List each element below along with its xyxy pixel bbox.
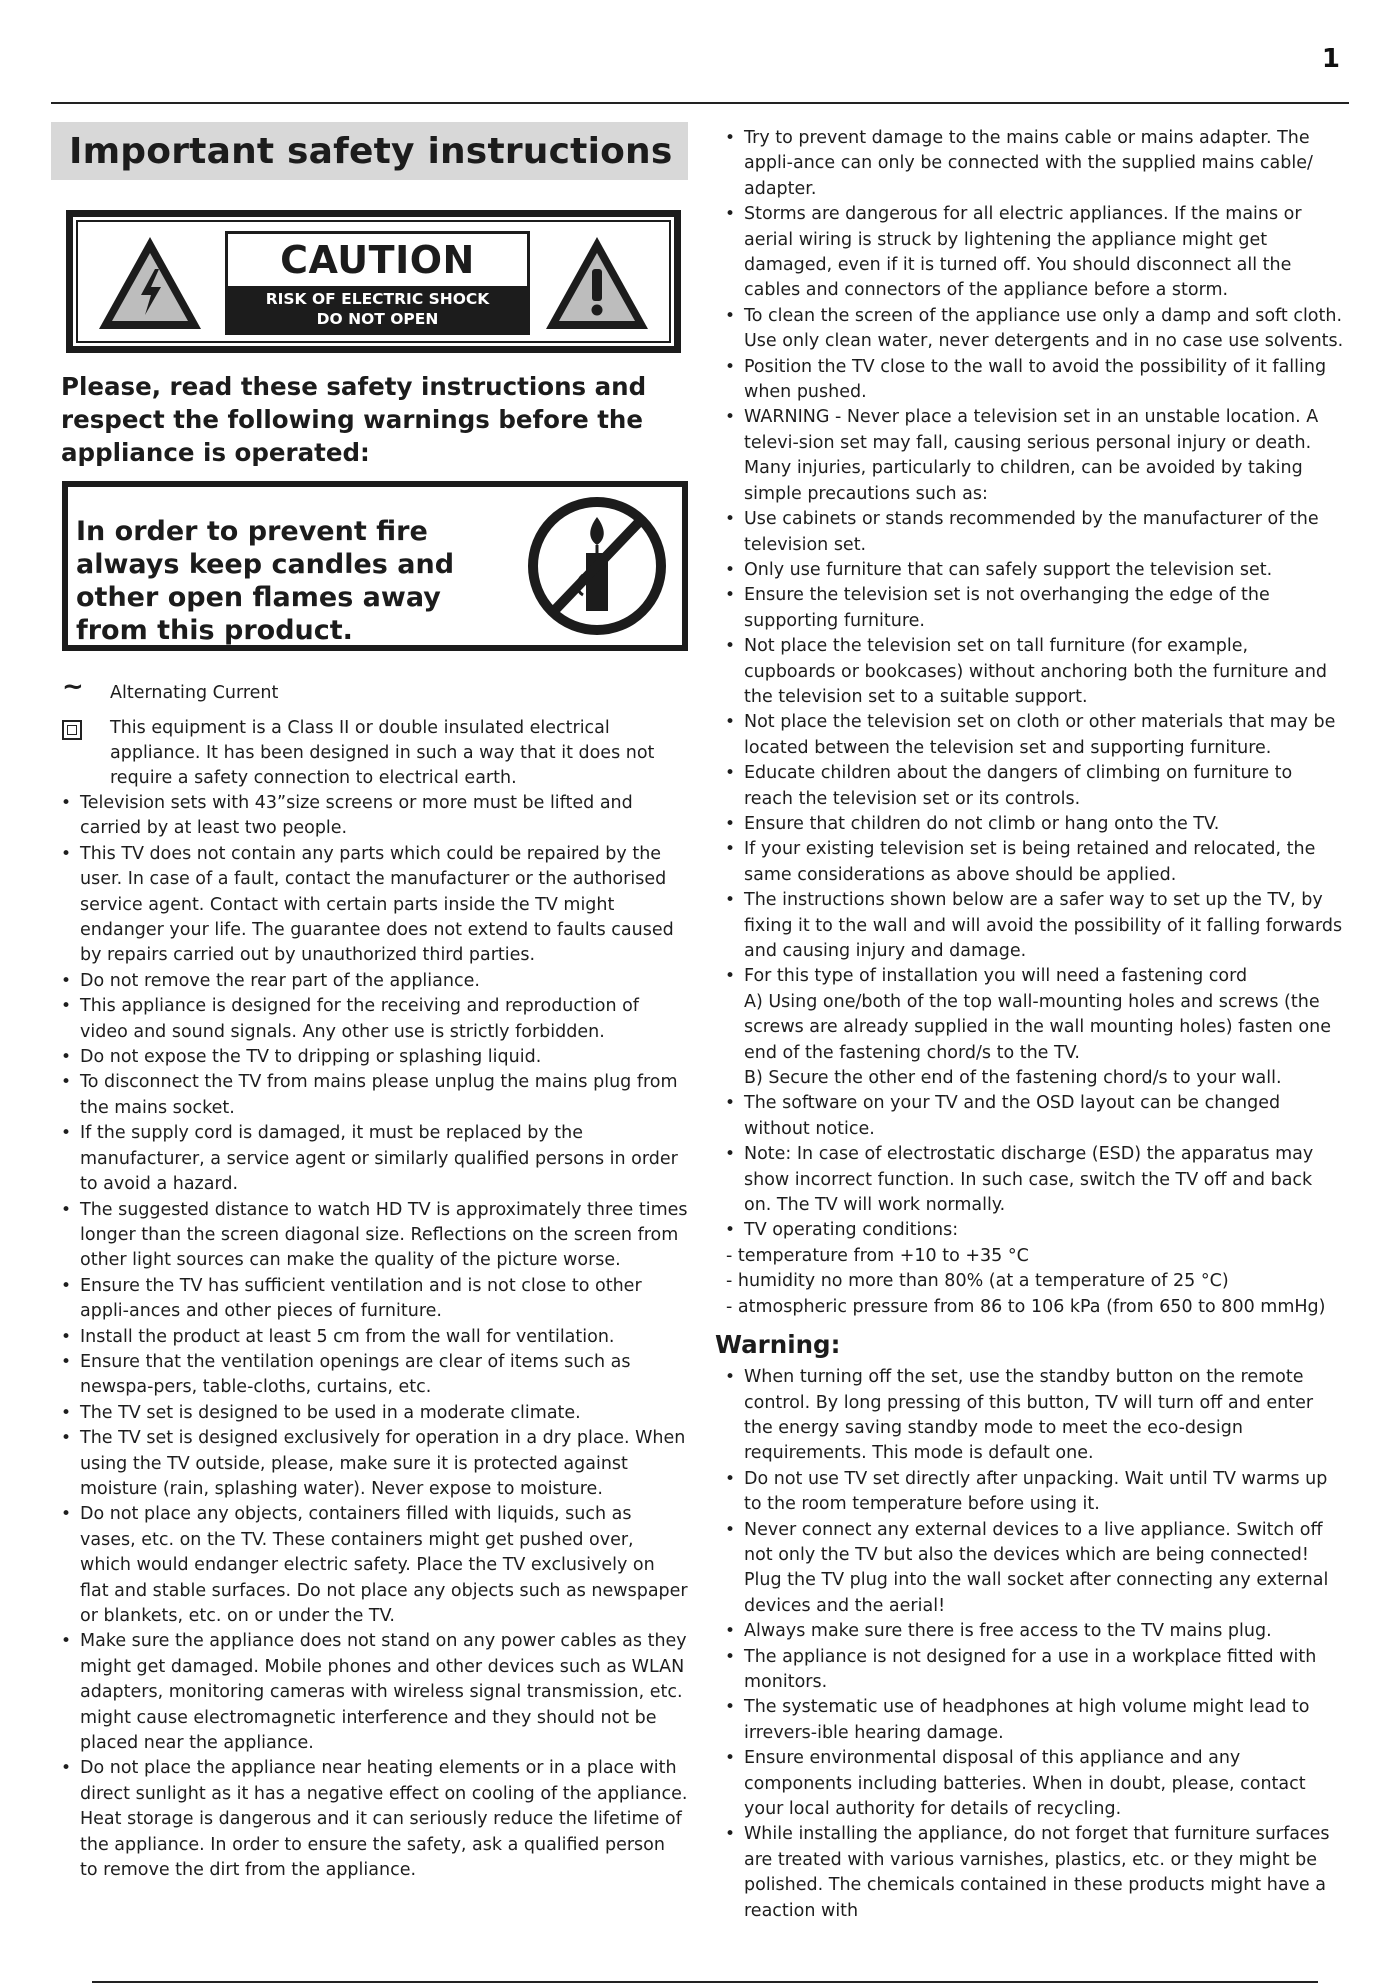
top-rule [51,102,1349,104]
right-safety-list [715,126,1345,1320]
caution-panel [225,231,530,335]
fastening-intro: • For this type of installation you will need a fastening cord [744,966,1248,987]
list-item: • Ensure environmental disposal of this appliance and any components including batteries. When in doubt, please, contact your local authority for details of recycling. [715,1746,1345,1822]
read-instructions-heading: Please, read these safety instructions and respect the following warnings before the appliance is operated: [61,372,647,467]
list-item: • Try to prevent damage to the mains cable or mains adapter. The appli-ance can only be connected with the supplied mains cable/ adapter. [715,126,1345,202]
page-title: Important safety instructions [51,122,688,180]
operating-humidity: - humidity no more than 80% (at a temperature of 25 °C) [726,1271,1229,1292]
no-open-flame-icon [526,495,668,637]
class2-symbol-row [51,716,688,791]
fire-warning-text: In order to prevent fire always keep candles and other open flames away from this product. [76,516,455,646]
caution-subtext [228,286,527,332]
fastening-step-b: B) Secure the other end of the fastening chord/s to your wall. [744,1068,1282,1089]
class2-description: This equipment is a Class II or double insulated electrical appliance. It has been designed in such a way that it does not require a safety connection to electrical earth. [110,718,655,788]
alternating-current-icon: ~ [62,672,84,702]
caution-label [66,210,681,353]
warning-heading: Warning: [715,1330,841,1360]
list-item: • Always make sure there is free access to the TV mains plug. [715,1619,1345,1644]
list-item: • The systematic use of headphones at high volume might lead to irrevers-ible hearing damage. [715,1695,1345,1746]
caution-word: CAUTION [280,238,475,282]
list-item: • Ensure that the ventilation openings are clear of items such as newspa-pers, table-cloths, curtains, etc. [51,1350,688,1401]
ac-description: Alternating Current [110,683,279,703]
bottom-rule [92,1981,1318,1983]
list-item: • The appliance is not designed for a use in a workplace fitted with monitors. [715,1645,1345,1696]
list-item: • The suggested distance to watch HD TV is approximately three times longer than the screen diagonal size. Reflections on the screen from other light sources can make the quality of the picture worse. [51,1198,688,1274]
list-item: • Television sets with 43”size screens or more must be lifted and carried by at least two people. [51,791,688,842]
list-item: • Ensure the TV has sufficient ventilation and is not close to other appli-ances and other pieces of furniture. [51,1274,688,1325]
list-item: • If your existing television set is being retained and relocated, the same considerations as above should be applied. [715,837,1345,888]
list-item: • To clean the screen of the appliance use only a damp and soft cloth. Use only clean water, never detergents and in no case use solvents. [715,304,1345,355]
list-item: • Only use furniture that can safely support the television set. [715,558,1345,583]
list-item: • Do not use TV set directly after unpacking. Wait until TV warms up to the room temperature before using it. [715,1467,1345,1518]
list-item: • This appliance is designed for the receiving and reproduction of video and sound signals. Any other use is strictly forbidden. [51,994,688,1045]
list-item: • To disconnect the TV from mains please unplug the mains plug from the mains socket. [51,1070,688,1121]
list-item: • Never connect any external devices to a live appliance. Switch off not only the TV but also the devices which are being connected! Plug the TV plug into the wall socket after connecting any external devices and the aerial! [715,1518,1345,1620]
list-item: • Install the product at least 5 cm from the wall for ventilation. [51,1325,688,1350]
list-item: • The TV set is designed exclusively for operation in a dry place. When using the TV outside, please, make sure it is protected against moisture (rain, splashing water). Never expose to moisture. [51,1426,688,1502]
operating-pressure: - atmospheric pressure from 86 to 106 kPa (from 650 to 800 mmHg) [726,1296,1326,1317]
operating-temperature: - temperature from +10 to +35 °C [726,1245,1029,1266]
list-item: • Note: In case of electrostatic discharge (ESD) the apparatus may show incorrect function. In such case, switch the TV off and back on. The TV will work normally. [715,1142,1345,1218]
operating-intro: • TV operating conditions: [744,1220,959,1241]
list-item: • The instructions shown below are a safer way to set up the TV, by fixing it to the wall and will avoid the possibility of it falling forwards and causing injury and damage. [715,888,1345,964]
list-item: • The software on your TV and the OSD layout can be changed without notice. [715,1091,1345,1142]
list-item: • Make sure the appliance does not stand on any power cables as they might get damaged. Mobile phones and other devices such as WLAN adapters, monitoring cameras with wireless signal transmission, etc. might cause electromagnetic interference and they should not be placed near the appliance. [51,1629,688,1756]
fastening-list-item [715,964,1345,1091]
electric-shock-warning-icon [95,233,205,333]
list-item: • WARNING - Never place a television set in an unstable location. A televi-sion set may fall, causing serious personal injury or death. Many injuries, particularly to children, can be avoided by taking simple precautions such as: [715,405,1345,507]
list-item: • When turning off the set, use the standby button on the remote control. By long pressing of this button, TV will turn off and enter the energy saving standby mode to meet the eco-design requirements. This mode is default one. [715,1365,1345,1467]
list-item: • While installing the appliance, do not forget that furniture surfaces are treated with various varnishes, plastics, etc. or they might be polished. The chemicals contained in these products might have a reaction with [715,1822,1345,1924]
list-item: • This TV does not contain any parts which could be repaired by the user. In case of a fault, contact the manufacturer or the authorised service agent. Contact with certain parts inside the TV might endanger your life. The guarantee does not extend to faults caused by repairs carried out by unauthorized third parties. [51,842,688,969]
left-safety-list [51,791,688,1883]
list-item: • Ensure the television set is not overhanging the edge of the supporting furniture. [715,583,1345,634]
ac-symbol-row [51,672,688,706]
operating-conditions-item [715,1218,1345,1320]
fire-warning-box [62,481,688,651]
fastening-step-a: A) Using one/both of the top wall-mounting holes and screws (the screws are already supplied in the wall mounting holes) fasten one end of the fastening chord/s to the TV. [744,991,1332,1063]
list-item: • Do not place any objects, containers filled with liquids, such as vases, etc. on the TV. These containers might get pushed over, which would endanger electric safety. Place the TV exclusively on flat and stable surfaces. Do not place any objects such as newspaper or blankets, etc. on or under the TV. [51,1502,688,1629]
list-item: • Do not expose the TV to dripping or splashing liquid. [51,1045,688,1070]
list-item: • Do not place the appliance near heating elements or in a place with direct sunlight as it has a negative effect on cooling of the appliance. Heat storage is dangerous and it can seriously reduce the lifetime of the appliance. In order to ensure the safety, ask a qualified person to remove the dirt from the appliance. [51,1756,688,1883]
list-item: • Educate children about the dangers of climbing on furniture to reach the television set or its controls. [715,761,1345,812]
list-item: • Not place the television set on tall furniture (for example, cupboards or bookcases) without anchoring both the furniture and the television set to a suitable support. [715,634,1345,710]
list-item: • The TV set is designed to be used in a moderate climate. [51,1401,688,1426]
list-item: • Use cabinets or stands recommended by the manufacturer of the television set. [715,507,1345,558]
list-item: • Position the TV close to the wall to avoid the possibility of it falling when pushed. [715,355,1345,406]
warning-list [715,1365,1345,1924]
left-column [51,120,688,1883]
caution-line-1: RISK OF ELECTRIC SHOCK [265,290,490,308]
list-item: • Do not remove the rear part of the appliance. [51,969,688,994]
list-item: • Ensure that children do not climb or hang onto the TV. [715,812,1345,837]
list-item: • If the supply cord is damaged, it must be replaced by the manufacturer, a service agent or similarly qualified persons in order to avoid a hazard. [51,1121,688,1197]
exclamation-warning-icon [542,233,652,333]
right-column [715,126,1345,1924]
list-item: • Storms are dangerous for all electric appliances. If the mains or aerial wiring is struck by lightening the appliance might get damaged, even if it is turned off. You should disconnect all the cables and connectors of the appliance before a storm. [715,202,1345,304]
list-item: • Not place the television set on cloth or other materials that may be located between the television set and supporting furniture. [715,710,1345,761]
page-number: 1 [1321,44,1340,74]
double-insulation-icon [62,720,82,740]
caution-line-2: DO NOT OPEN [316,310,439,328]
